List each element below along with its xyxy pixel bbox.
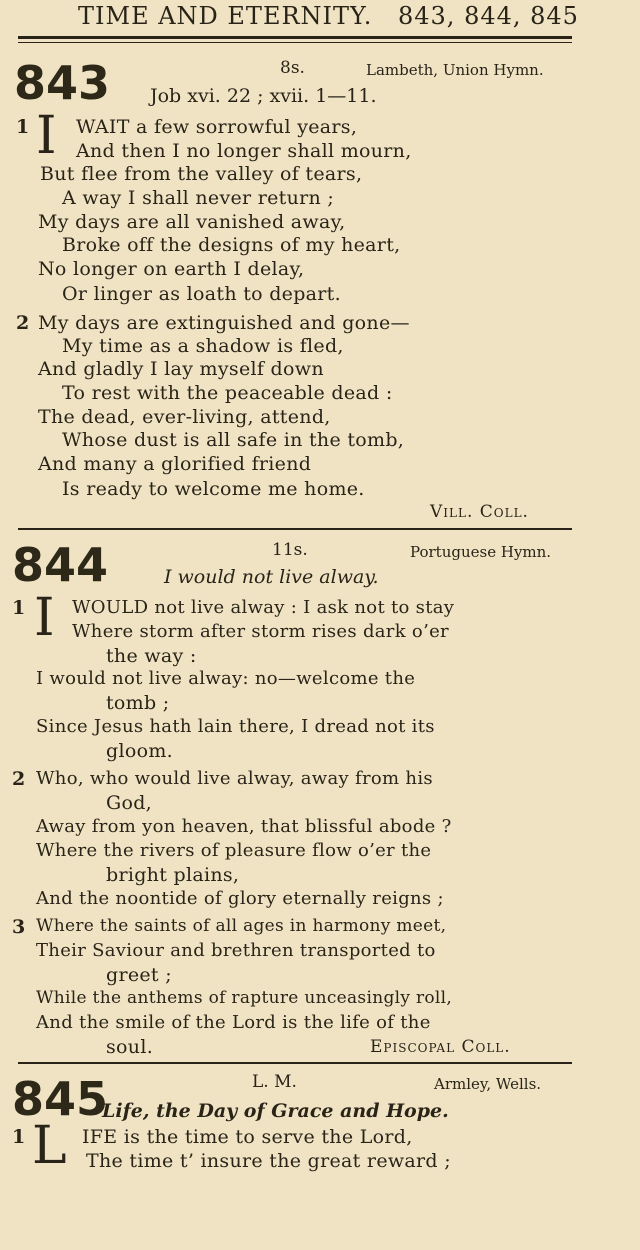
hymn-meter: L. M. bbox=[252, 1072, 297, 1092]
tune-names: Lambeth, Union Hymn. bbox=[366, 61, 544, 79]
tune-names: Armley, Wells. bbox=[434, 1075, 542, 1093]
verse-line: But flee from the valley of tears, bbox=[40, 163, 363, 185]
hymn-attribution: Episcopal Coll. bbox=[370, 1037, 511, 1057]
verse-number: 2 bbox=[16, 312, 30, 334]
hymn-meter: 11s. bbox=[272, 540, 308, 560]
verse-line: soul. bbox=[106, 1036, 154, 1058]
hymn-title: Life, the Day of Grace and Hope. bbox=[102, 1100, 449, 1122]
verse-line: the way : bbox=[106, 645, 197, 667]
verse-line: A way I shall never return ; bbox=[62, 187, 335, 209]
header-title: TIME AND ETERNITY. bbox=[78, 2, 373, 30]
verse-line: My time as a shadow is fled, bbox=[62, 335, 344, 357]
header-rule-thin bbox=[18, 42, 572, 43]
verse-line: greet ; bbox=[106, 964, 172, 986]
verse-line: Since Jesus hath lain there, I dread not its bbox=[36, 716, 435, 737]
verse-line: No longer on earth I delay, bbox=[38, 258, 305, 280]
verse-line: The time t’ insure the great reward ; bbox=[86, 1150, 451, 1172]
verse-line: And the smile of the Lord is the life of the bbox=[36, 1012, 431, 1033]
hymn-divider bbox=[18, 528, 572, 530]
drop-cap: L bbox=[32, 1116, 67, 1176]
verse-line: And the noontide of glory eternally reigns ; bbox=[36, 888, 444, 909]
verse-line: Whose dust is all safe in the tomb, bbox=[62, 429, 405, 451]
scripture-reference: Job xvi. 22 ; xvii. 1—11. bbox=[150, 85, 377, 107]
verse-line: Who, who would live alway, away from his bbox=[36, 768, 433, 789]
verse-line: To rest with the peaceable dead : bbox=[62, 382, 393, 404]
verse-number: 3 bbox=[12, 916, 26, 938]
hymn-meter: 8s. bbox=[280, 58, 305, 78]
verse-line: While the anthems of rapture unceasingly roll, bbox=[36, 988, 453, 1008]
verse-line: Away from yon heaven, that blissful abode ? bbox=[36, 816, 452, 837]
verse-number: 1 bbox=[12, 597, 26, 619]
verse-line: WOULD not live alway : I ask not to stay bbox=[72, 597, 455, 618]
verse-line: And many a glorified friend bbox=[38, 453, 312, 475]
verse-line: bright plains, bbox=[106, 864, 240, 886]
drop-cap: I bbox=[34, 588, 55, 648]
verse-line: Where the rivers of pleasure flow o’er the bbox=[36, 840, 432, 861]
verse-line: Their Saviour and brethren transported to bbox=[36, 940, 436, 961]
tune-names: Portuguese Hymn. bbox=[410, 543, 552, 561]
verse-line: And then I no longer shall mourn, bbox=[76, 140, 412, 162]
verse-line: Is ready to welcome me home. bbox=[62, 478, 365, 500]
hymn-number: 843 bbox=[14, 56, 111, 110]
verse-line: IFE is the time to serve the Lord, bbox=[82, 1126, 413, 1148]
hymn-attribution: Vill. Coll. bbox=[430, 502, 529, 522]
verse-line: Where storm after storm rises dark o’er bbox=[72, 621, 449, 642]
verse-line: And gladly I lay myself down bbox=[38, 358, 324, 380]
hymn-number: 845 bbox=[12, 1072, 109, 1126]
header-rule-thick bbox=[18, 36, 572, 39]
verse-line: I would not live alway: no—welcome the bbox=[36, 668, 416, 689]
verse-line: The dead, ever-living, attend, bbox=[38, 406, 331, 428]
hymn-title: I would not live alway. bbox=[164, 566, 379, 588]
verse-line: WAIT a few sorrowful years, bbox=[76, 116, 358, 138]
verse-line: God, bbox=[106, 792, 153, 814]
verse-line: My days are extinguished and gone— bbox=[38, 312, 410, 334]
hymn-number: 844 bbox=[12, 538, 109, 592]
verse-line: gloom. bbox=[106, 740, 173, 762]
verse-number: 1 bbox=[12, 1126, 26, 1148]
verse-number: 2 bbox=[12, 768, 26, 790]
verse-line: Where the saints of all ages in harmony meet, bbox=[36, 916, 447, 936]
verse-line: tomb ; bbox=[106, 692, 170, 714]
verse-line: Or linger as loath to depart. bbox=[62, 283, 341, 305]
hymn-divider bbox=[18, 1062, 572, 1064]
header-hymn-numbers: 843, 844, 845 bbox=[398, 2, 579, 30]
verse-line: My days are all vanished away, bbox=[38, 211, 346, 233]
verse-line: Broke off the designs of my heart, bbox=[62, 234, 401, 256]
drop-cap: I bbox=[36, 106, 57, 166]
verse-number: 1 bbox=[16, 116, 30, 138]
